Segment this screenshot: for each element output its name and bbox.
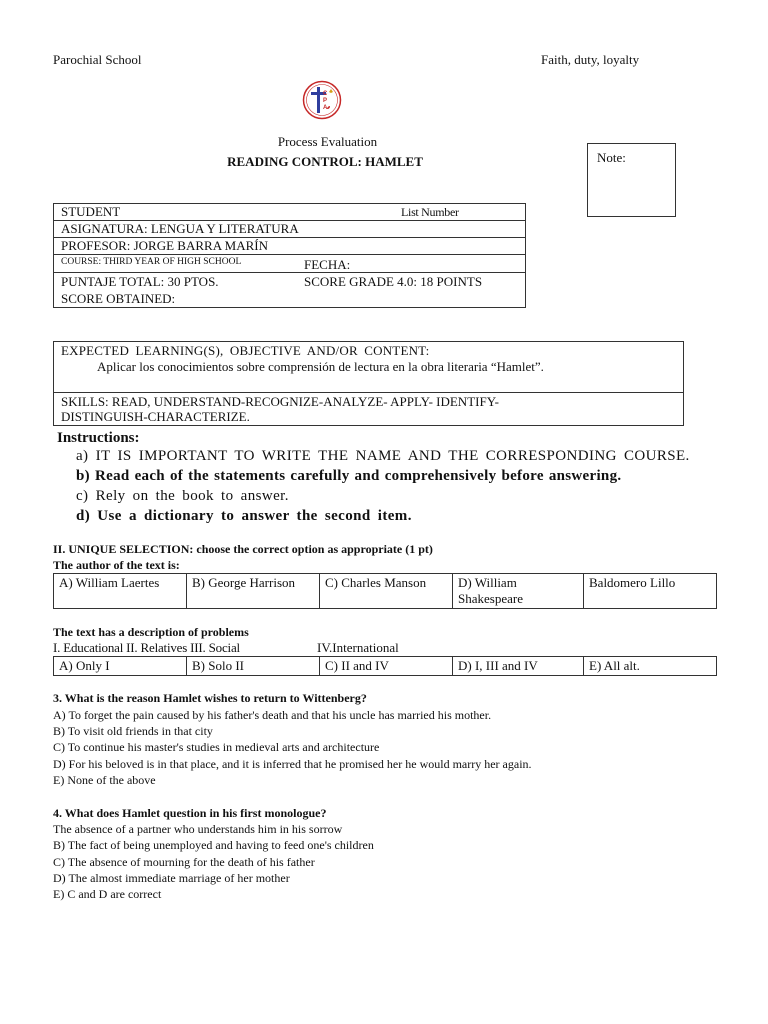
question-1-options-table (53, 573, 717, 609)
puntaje-total-label: PUNTAJE TOTAL: 30 PTOS. (61, 274, 219, 289)
question-2-text: The text has a description of problems (53, 625, 249, 639)
row-student[interactable] (54, 204, 525, 221)
title-process-evaluation: Process Evaluation (277, 134, 378, 149)
q3-option-d[interactable]: D) For his beloved is in that place, and it is inferred that he promised her he would marry her again. (53, 757, 532, 771)
question-3-text: 3. What is the reason Hamlet wishes to return to Wittenberg? (53, 691, 367, 705)
question-1-options-row (54, 574, 717, 609)
question-2-options-row (54, 657, 717, 676)
q4-option-b[interactable]: B) The fact of being unemployed and having to feed one's children (53, 838, 374, 852)
list-number-label: List Number (401, 205, 459, 219)
logo-letter-c: C (323, 91, 328, 97)
q2-option-a[interactable]: A) Only I (54, 657, 187, 676)
course-label: COURSE: THIRD YEAR OF HIGH SCHOOL (61, 257, 242, 267)
title-reading-control: READING CONTROL: HAMLET (227, 154, 423, 169)
skills-row (54, 393, 683, 425)
q4-option-c[interactable]: C) The absence of mourning for the death of his father (53, 855, 315, 869)
objective-row (54, 342, 683, 393)
q3-option-e[interactable]: E) None of the above (53, 773, 156, 787)
row-profesor (54, 238, 525, 255)
fecha-label: FECHA: (304, 257, 351, 272)
student-info-table (53, 203, 526, 308)
instruction-a: a) IT IS IMPORTANT TO WRITE THE NAME AND THE CORRESPONDING COURSE. (76, 448, 690, 464)
q1-option-e[interactable]: Baldomero Lillo (584, 574, 717, 609)
q4-option-a[interactable]: The absence of a partner who understands him in his sorrow (53, 822, 343, 836)
q3-option-a[interactable]: A) To forget the pain caused by his father's death and that his uncle has married his mother. (53, 708, 492, 722)
row-asignatura (54, 221, 525, 238)
q2-option-d[interactable]: D) I, III and IV (453, 657, 584, 676)
row-course[interactable] (54, 255, 525, 273)
learning-objectives-box (53, 341, 684, 426)
skills-line-1: SKILLS: READ, UNDERSTAND-RECOGNIZE-ANALYZE- APPLY- IDENTIFY- (61, 394, 499, 409)
q1-option-b[interactable]: B) George Harrison (187, 574, 320, 609)
question-2-sub-right: IV.International (317, 640, 399, 655)
school-name: Parochial School (53, 52, 142, 67)
question-2-options-table (53, 656, 717, 676)
question-4-text: 4. What does Hamlet question in his first monologue? (53, 806, 327, 820)
note-box[interactable] (587, 143, 676, 217)
score-obtained-label: SCORE OBTAINED: (61, 291, 176, 306)
q1-option-c[interactable]: C) Charles Manson (320, 574, 453, 609)
q1-option-d[interactable]: D) William Shakespeare (453, 574, 584, 609)
student-label: STUDENT (61, 204, 121, 219)
school-motto: Faith, duty, loyalty (541, 52, 640, 67)
section-2-heading: II. UNIQUE SELECTION: choose the correct option as appropriate (1 pt) (53, 542, 433, 556)
q4-option-e[interactable]: E) C and D are correct (53, 887, 162, 901)
instruction-d: d) Use a dictionary to answer the second item. (76, 508, 412, 524)
q2-option-c[interactable]: C) II and IV (320, 657, 453, 676)
q3-option-c[interactable]: C) To continue his master's studies in medieval arts and architecture (53, 740, 380, 754)
instruction-b: b) Read each of the statements carefully and comprehensively before answering. (76, 468, 622, 484)
question-2-sub-left: I. Educational II. Relatives III. Social (53, 640, 240, 655)
score-grade-label: SCORE GRADE 4.0: 18 POINTS (304, 274, 483, 289)
row-score[interactable] (54, 273, 525, 307)
asignatura-label: ASIGNATURA: LENGUA Y LITERATURA (61, 221, 299, 236)
q1-option-a[interactable]: A) William Laertes (54, 574, 187, 609)
instruction-c: c) Rely on the book to answer. (76, 488, 289, 504)
school-crest-logo (302, 80, 342, 120)
logo-letter-p: P (323, 98, 328, 104)
logo-letter-a: A (323, 105, 328, 111)
q2-option-b[interactable]: B) Solo II (187, 657, 320, 676)
profesor-label: PROFESOR: JORGE BARRA MARÍN (61, 238, 268, 253)
q3-option-b[interactable]: B) To visit old friends in that city (53, 724, 213, 738)
q4-option-d[interactable]: D) The almost immediate marriage of her mother (53, 871, 290, 885)
question-1-text: The author of the text is: (53, 558, 180, 572)
note-label: Note: (597, 150, 626, 165)
expected-learning-heading: EXPECTED LEARNING(S), OBJECTIVE AND/OR CONTENT: (61, 343, 430, 358)
q2-option-e[interactable]: E) All alt. (584, 657, 717, 676)
objective-text: Aplicar los conocimientos sobre comprensión de lectura en la obra literaria “Hamlet”. (97, 359, 544, 374)
skills-line-2: DISTINGUISH-CHARACTERIZE. (61, 409, 250, 424)
instructions-title: Instructions: (57, 430, 140, 446)
